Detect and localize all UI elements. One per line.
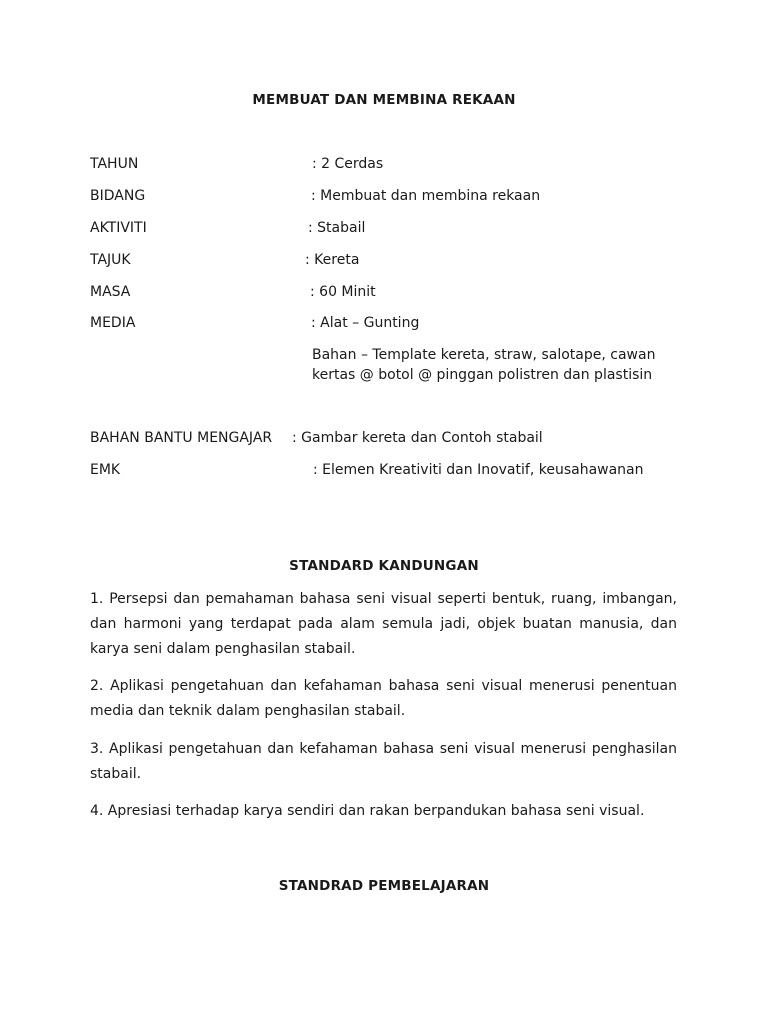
standard-kandungan-heading: STANDARD KANDUNGAN [289, 558, 479, 574]
bbm-value: : Gambar kereta dan Contoh stabail [292, 430, 543, 446]
standard-kandungan-item-3: 3. Aplikasi pengetahuan dan kefahaman bahasa seni visual menerusi penghasilan stabail. [90, 741, 677, 782]
bbm-label: BAHAN BANTU MENGAJAR [90, 430, 273, 446]
bidang-value: : Membuat dan membina rekaan [311, 188, 541, 204]
tahun-value: : 2 Cerdas [312, 156, 384, 172]
emk-label: EMK [90, 462, 121, 478]
tajuk-label: TAJUK [90, 252, 131, 268]
standard-kandungan-item-2: 2. Aplikasi pengetahuan dan kefahaman bahasa seni visual menerusi penentuan media dan teknik dalam penghasilan stabail. [90, 678, 677, 719]
media-bahan-line1: Bahan – Template kereta, straw, salotape, cawan [312, 347, 656, 363]
tahun-label: TAHUN [90, 156, 139, 172]
aktiviti-value: : Stabail [308, 220, 366, 236]
aktiviti-label: AKTIVITI [90, 220, 147, 236]
tajuk-value: : Kereta [305, 252, 360, 268]
emk-value: : Elemen Kreativiti dan Inovatif, keusahawanan [313, 462, 644, 478]
document-title: MEMBUAT DAN MEMBINA REKAAN [252, 92, 516, 108]
bidang-label: BIDANG [90, 188, 146, 204]
media-bahan-line2: kertas @ botol @ pinggan polistren dan plastisin [312, 367, 653, 383]
media-value: : Alat – Gunting [311, 315, 420, 331]
masa-value: : 60 Minit [310, 284, 376, 300]
media-label: MEDIA [90, 315, 136, 331]
masa-label: MASA [90, 284, 131, 300]
standard-kandungan-item-4: 4. Apresiasi terhadap karya sendiri dan rakan berpandukan bahasa seni visual. [90, 803, 645, 819]
standard-kandungan-item-1: 1. Persepsi dan pemahaman bahasa seni visual seperti bentuk, ruang, imbangan, dan harmoni yang terdapat pada alam semula jadi, objek buatan manusia, dan karya seni dalam penghasilan stabail. [90, 591, 677, 657]
standard-pembelajaran-heading: STANDRAD PEMBELAJARAN [278, 878, 490, 894]
